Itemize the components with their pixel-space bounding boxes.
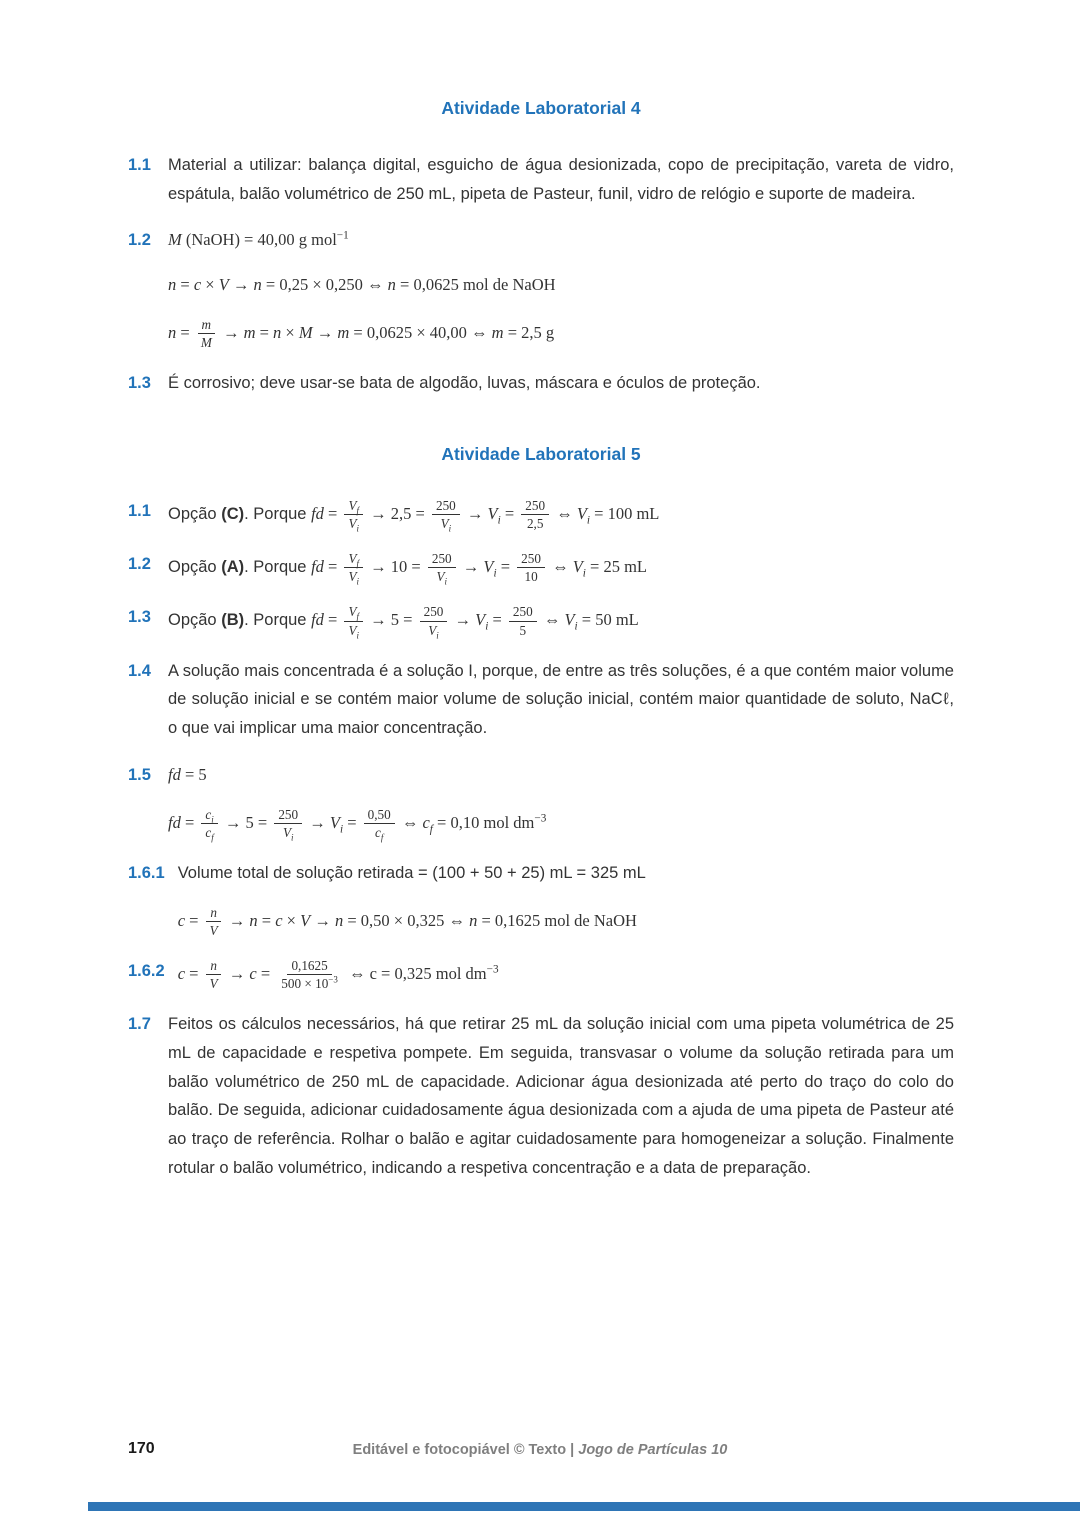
math-variable: n <box>249 910 258 930</box>
math-term: 0,50 <box>367 806 391 822</box>
math-term: = 25 mL <box>585 557 648 577</box>
item-number: 1.5 <box>128 765 151 784</box>
math-term: = 0,50 × 0,325 ⇔ <box>343 910 470 930</box>
fraction-denominator <box>277 975 342 992</box>
fraction-denominator <box>206 922 222 939</box>
fraction-numerator <box>206 957 221 975</box>
item-paragraph: Volume total de solução retirada = (100 + 50 + 25) mL = 325 mL <box>177 863 646 882</box>
math-term: → 5 = <box>366 610 417 630</box>
item-body <box>178 957 954 992</box>
fraction-denominator <box>432 568 451 585</box>
item-number: 1.2 <box>128 231 151 250</box>
math-variable: n <box>469 910 478 930</box>
math-term: = <box>185 910 203 930</box>
math-term: = 2,5 g <box>503 322 555 342</box>
math-term: 5 <box>519 622 527 638</box>
fraction-denominator <box>437 515 456 532</box>
solution-item-1.6.1 <box>128 859 954 939</box>
math-term: mol $dm^{-3}$ <box>483 812 547 832</box>
math-variable: n <box>334 910 344 930</box>
math-variable: $V_i$ <box>348 569 360 587</box>
fraction <box>197 316 216 351</box>
math-variable: $V_f$ <box>348 551 360 569</box>
math-variable: V <box>209 976 218 992</box>
math-variable: n <box>168 275 177 295</box>
text-run: Opção <box>168 558 222 577</box>
math-variable: $V_i$ <box>440 515 452 534</box>
fraction-denominator <box>279 824 298 841</box>
item-body <box>168 657 954 743</box>
fraction <box>521 497 549 532</box>
math-term: 250 <box>278 806 299 822</box>
math-variable: M <box>168 230 182 250</box>
fraction-numerator <box>274 806 302 824</box>
item-number: 1.1 <box>128 156 151 174</box>
item-body <box>168 761 954 841</box>
math-variable: $V_i$ <box>572 557 586 580</box>
math-variable: M <box>298 322 313 342</box>
fraction <box>428 550 456 585</box>
math-term: 250 <box>435 497 456 513</box>
math-term: → 10 = <box>366 557 425 577</box>
math-variable: c <box>275 910 283 930</box>
math-term: = <box>323 610 342 630</box>
fraction-numerator <box>420 603 448 621</box>
fraction <box>201 806 217 841</box>
solution-item-1.3 <box>128 369 954 398</box>
math-term: ⇔ c = 0,325 <box>344 963 436 983</box>
fraction <box>344 550 363 585</box>
math-term: = <box>257 910 276 930</box>
math-term: = 0,25 × 0,250 ⇔ <box>261 275 388 295</box>
fraction-numerator <box>432 497 460 515</box>
section-title: Atividade Laboratorial 5 <box>441 443 641 464</box>
section-title: Atividade Laboratorial 4 <box>441 98 641 118</box>
math-variable: c <box>249 963 257 983</box>
math-variable: $V_i$ <box>428 622 439 641</box>
math-term: = <box>176 322 194 342</box>
fraction-denominator <box>424 622 443 639</box>
solution-item-1.1 <box>128 151 954 208</box>
math-variable: n <box>253 275 262 295</box>
bold-text: (B) <box>221 611 245 630</box>
math-term: 10 <box>524 569 538 585</box>
math-term: × <box>281 322 299 342</box>
math-term: = <box>185 963 203 983</box>
math-variable: n <box>387 275 396 295</box>
math-term: (NaOH) = 40,00 g <box>181 230 312 250</box>
solution-item-1.5 <box>128 761 954 841</box>
math-term: → <box>224 963 250 983</box>
math-term: = <box>323 557 342 577</box>
math-term: = 50 mL <box>577 610 639 630</box>
text-run: Opção <box>168 611 222 630</box>
math-variable: $V_i$ <box>348 515 360 534</box>
math-variable: $V_i$ <box>475 610 489 633</box>
math-term: mol $dm^{-3}$ <box>435 963 499 983</box>
solution-item-1.7 <box>128 1010 954 1182</box>
math-variable: fd <box>168 764 181 784</box>
fraction-denominator <box>371 824 387 841</box>
fraction-denominator <box>520 568 541 585</box>
math-term: = <box>255 322 274 342</box>
math-term: → <box>228 275 254 295</box>
fraction-numerator <box>344 550 363 568</box>
formula-line <box>168 761 954 790</box>
item-number: 1.6.2 <box>128 961 165 980</box>
item-number: 1.3 <box>128 608 151 627</box>
fraction-denominator <box>344 622 363 639</box>
math-term: → <box>218 322 244 342</box>
fraction <box>420 603 448 641</box>
math-term: → 5 = <box>220 812 272 832</box>
page-number: 170 <box>128 1440 155 1457</box>
math-term: 250 <box>512 604 533 620</box>
formula-line <box>178 957 954 992</box>
solution-item-1.2 <box>128 550 954 585</box>
math-term: 250 <box>423 604 444 620</box>
fraction-numerator <box>428 550 456 568</box>
math-variable: n <box>273 322 282 342</box>
math-term: mol$^{-1}$ <box>311 229 349 250</box>
item-body <box>168 550 954 585</box>
item-body <box>168 603 954 641</box>
bold-text: (C) <box>221 504 245 523</box>
fraction <box>432 497 460 532</box>
math-term: × <box>201 275 219 295</box>
math-variable: fd <box>168 812 181 832</box>
math-variable: c <box>177 963 186 983</box>
activity-section <box>128 444 954 1183</box>
text-run: . Porque <box>244 611 312 630</box>
item-body <box>168 369 954 398</box>
activity-section <box>128 98 954 398</box>
math-variable: $V_i$ <box>282 824 294 843</box>
math-variable: n <box>168 322 177 342</box>
solution-item-1.2 <box>128 226 954 351</box>
formula-line <box>168 497 954 532</box>
math-term: $10^{-3}$ <box>315 974 338 992</box>
math-variable: $V_f$ <box>348 604 360 623</box>
fraction-denominator <box>197 334 216 351</box>
formula-line <box>168 226 954 255</box>
math-term: ⇔ <box>547 557 573 577</box>
fraction-numerator <box>287 957 331 975</box>
math-variable: $V_f$ <box>348 497 360 516</box>
item-number: 1.1 <box>128 501 151 520</box>
item-paragraph: É corrosivo; deve usar-se bata de algodão, luvas, máscara e óculos de proteção. <box>168 374 761 393</box>
item-number: 1.3 <box>128 374 151 393</box>
fraction <box>206 957 222 992</box>
math-variable: V <box>218 275 229 295</box>
math-term: 2,5 <box>526 515 544 531</box>
fraction-denominator <box>344 568 363 585</box>
formula-line <box>168 806 954 841</box>
fraction <box>277 957 342 992</box>
math-term: → 2,5 = <box>366 503 429 523</box>
text-run: Opção <box>168 504 222 523</box>
math-variable: fd <box>311 610 324 630</box>
fraction-numerator <box>201 806 217 824</box>
math-term: 250 <box>525 497 546 513</box>
math-term: = 5 <box>180 764 207 784</box>
footer-credit-text: Editável e fotocopiável © Texto | <box>352 1442 579 1458</box>
math-term: → <box>458 557 484 577</box>
math-term: 250 <box>521 551 541 567</box>
item-paragraph: A solução mais concentrada é a solução I, porque, de entre as três soluções, é a que contém maior volume de solução inicial e se contém maior volume de solução inicial, contém maior quantidade de soluto, NaCℓ, o que vai implicar uma maior concentração. <box>168 661 954 738</box>
item-body <box>168 497 954 532</box>
formula-line <box>168 550 954 585</box>
math-term: → <box>310 910 335 930</box>
solution-item-1.4 <box>128 657 954 743</box>
fraction <box>206 904 222 939</box>
item-number: 1.2 <box>128 555 151 574</box>
formula-line <box>168 316 954 351</box>
math-term: = <box>323 503 342 523</box>
item-paragraph: Feitos os cálculos necessários, há que retirar 25 mL da solução inicial com uma pipeta volumétrica de 25 mL de capacidade e respetiva pompete. Em seguida, transvasar o volume da solução retirada para um balão volumétrico de 250 mL de capacidade. Adicionar água desionizada até perto do traço do colo do balão. De seguida, adicionar cuidadosamente água desionizada com a ajuda de uma pipeta de Pasteur até ao traço de referência. Rolhar o balão e agitar cuidadosamente para homogeneizar a solução. Finalmente rotular o balão volumétrico, indicando a respetiva concentração e a data de preparação. <box>168 1015 954 1177</box>
math-term: ⇔ <box>539 610 565 630</box>
item-body <box>168 226 954 351</box>
math-term: × <box>282 910 301 930</box>
fraction-denominator <box>523 515 547 532</box>
math-term: 500 × <box>281 976 316 992</box>
fraction <box>344 497 363 532</box>
math-variable: $V_i$ <box>564 610 578 633</box>
math-term: → <box>224 910 250 930</box>
fraction-numerator <box>206 904 221 922</box>
formula-line <box>178 904 954 939</box>
math-term: = <box>496 557 515 577</box>
math-term: → <box>312 322 338 342</box>
fraction-denominator <box>344 515 363 532</box>
math-term: ⇔ <box>397 812 423 832</box>
math-variable: $c_f$ <box>375 824 384 843</box>
math-term: → <box>305 812 330 832</box>
math-variable: n <box>210 904 217 920</box>
math-term: = 100 mL <box>590 503 660 523</box>
math-variable: $V_i$ <box>576 503 591 527</box>
item-number: 1.4 <box>128 661 151 680</box>
fraction-numerator <box>521 497 549 515</box>
fraction-numerator <box>344 497 363 515</box>
math-term: = <box>176 275 194 295</box>
math-variable: $V_i$ <box>348 622 360 641</box>
math-variable: $c_f$ <box>205 824 214 843</box>
fraction <box>509 603 537 638</box>
fraction <box>517 550 545 585</box>
math-variable: $c_i$ <box>205 806 214 825</box>
footer-accent-bar <box>88 1502 1080 1511</box>
math-term: = 0,0625 × 40,00 ⇔ <box>349 322 492 342</box>
fraction-numerator <box>517 550 545 568</box>
math-term: ⇔ <box>552 503 577 523</box>
formula-line <box>168 603 954 641</box>
item-paragraph: Material a utilizar: balança digital, esguicho de água desionizada, copo de precipitação, vareta de vidro, espátula, balão volumétrico de 250 mL, pipeta de Pasteur, funil, vidro de relógio e suporte de madeira. <box>168 156 954 203</box>
footer-credit <box>0 1442 1080 1458</box>
math-term: = 0,10 <box>432 812 484 832</box>
math-term: → <box>462 503 488 523</box>
fraction-numerator <box>364 806 395 824</box>
math-term: = <box>256 963 275 983</box>
math-term: = <box>180 812 199 832</box>
fraction <box>364 806 395 841</box>
math-variable: n <box>210 957 217 973</box>
fraction <box>344 603 363 641</box>
math-variable: $V_i$ <box>436 569 448 587</box>
math-variable: $V_i$ <box>329 812 344 835</box>
math-term: = 0,0625 mol de NaOH <box>395 275 556 295</box>
math-term: 250 <box>431 551 452 567</box>
math-variable: V <box>300 910 311 930</box>
page-footer <box>0 1440 1080 1464</box>
solution-item-1.1 <box>128 497 954 532</box>
math-term: = <box>343 812 361 832</box>
math-variable: M <box>200 334 212 350</box>
item-body <box>168 151 954 208</box>
fraction-denominator <box>516 622 531 639</box>
math-variable: m <box>337 322 350 342</box>
fraction-denominator <box>206 975 222 992</box>
math-variable: m <box>491 322 504 342</box>
math-term: 0,1625 <box>291 957 328 973</box>
math-term: = <box>500 503 519 523</box>
math-variable: fd <box>311 557 324 577</box>
math-variable: $c_f$ <box>422 812 433 835</box>
item-body <box>168 1010 954 1182</box>
math-term: = 0,1625 mol de NaOH <box>477 910 637 930</box>
math-variable: $V_i$ <box>483 557 497 580</box>
solution-item-1.3 <box>128 603 954 641</box>
math-term: → <box>450 610 476 630</box>
item-number: 1.7 <box>128 1015 151 1034</box>
text-run: . Porque <box>244 558 312 577</box>
math-variable: fd <box>311 503 324 523</box>
math-variable: m <box>201 316 212 332</box>
formula-line <box>168 271 954 300</box>
fraction-numerator <box>509 603 537 621</box>
text-run: . Porque <box>244 504 312 523</box>
math-variable: c <box>193 275 202 295</box>
item-number: 1.6.1 <box>128 863 165 882</box>
math-variable: m <box>243 322 256 342</box>
math-variable: $V_i$ <box>487 503 501 527</box>
math-term: = <box>488 610 506 630</box>
fraction <box>274 806 302 841</box>
fraction-numerator <box>198 316 216 334</box>
math-variable: c <box>177 910 186 930</box>
math-variable: V <box>209 922 218 938</box>
item-body <box>178 859 954 939</box>
fraction-denominator <box>201 824 217 841</box>
fraction-numerator <box>344 603 363 621</box>
bold-text: (A) <box>221 558 245 577</box>
footer-credit-book-title: Jogo de Partículas 10 <box>578 1442 728 1458</box>
solution-item-1.6.2 <box>128 957 954 992</box>
